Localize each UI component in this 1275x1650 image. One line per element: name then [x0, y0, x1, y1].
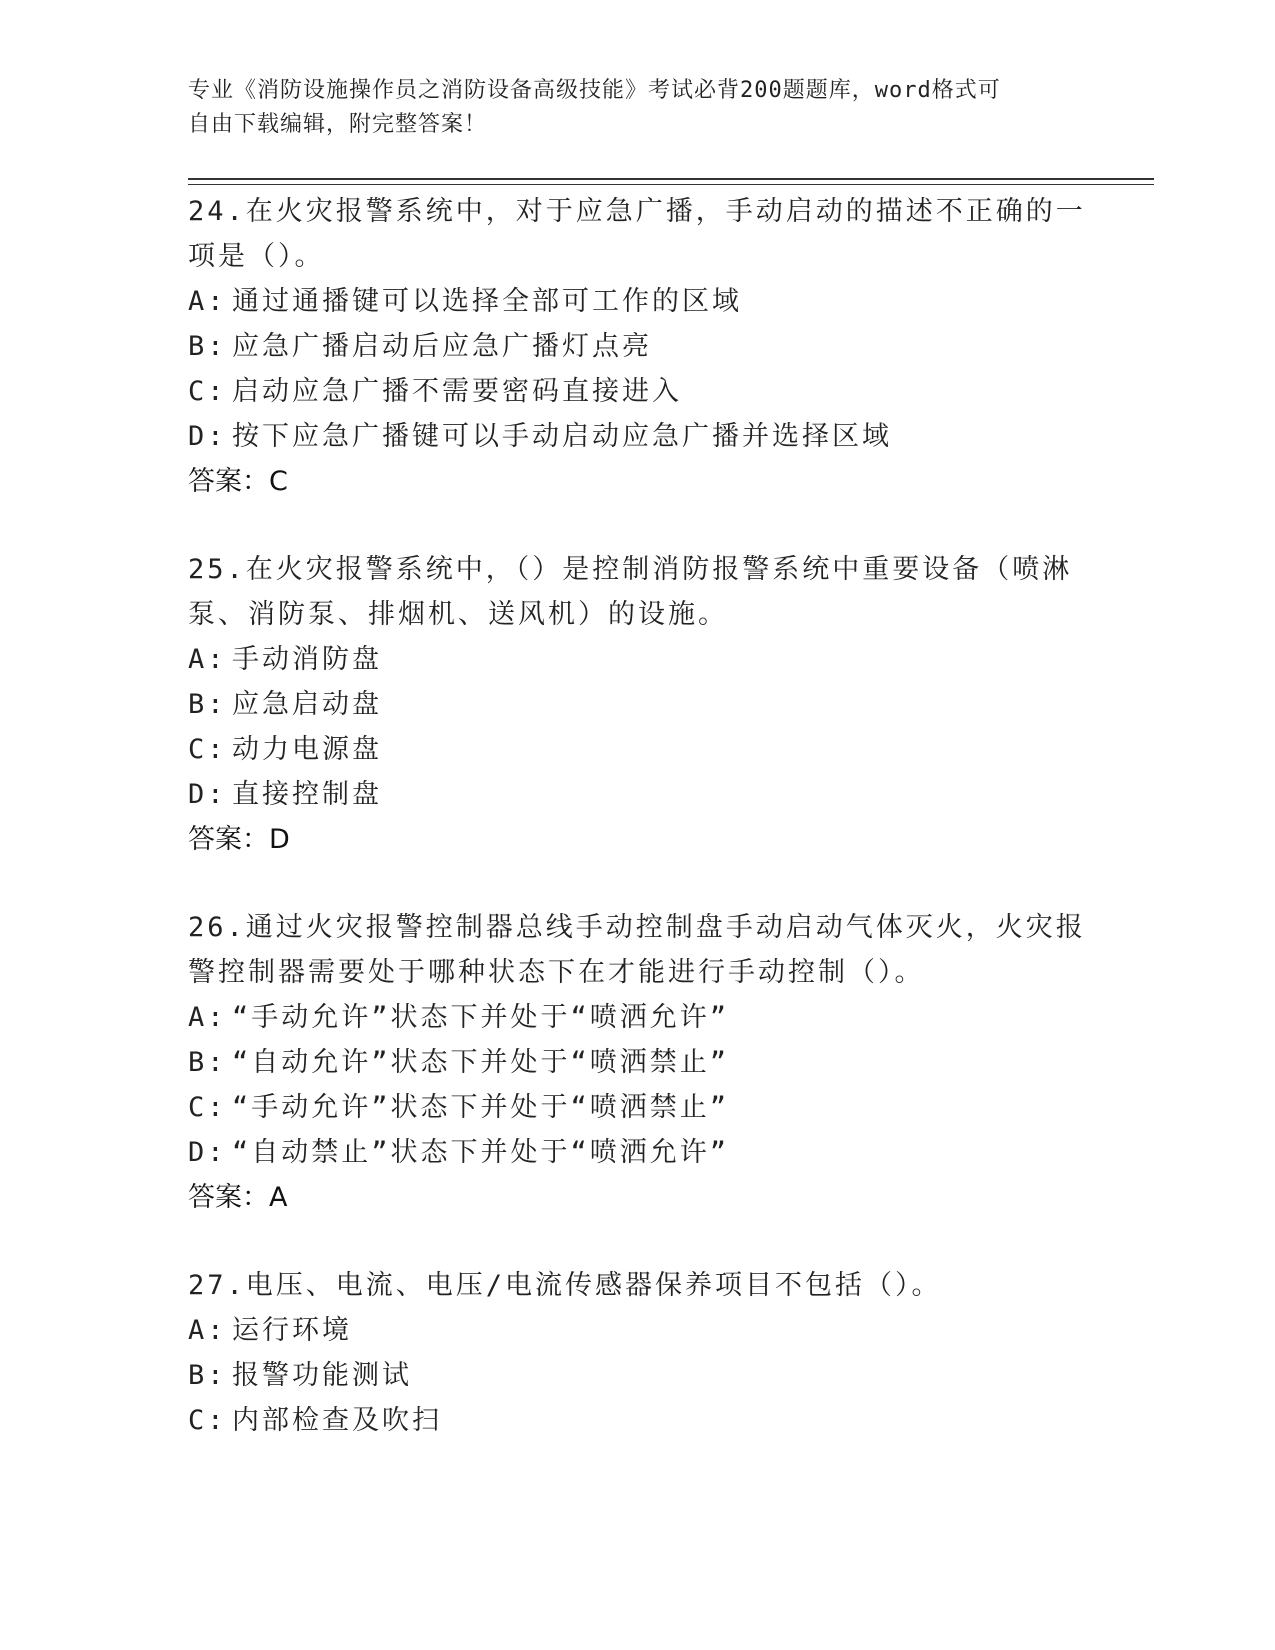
option-b	[188, 1353, 1088, 1398]
option-text: 直接控制盘	[232, 779, 382, 810]
answer-line: 答案：D	[188, 824, 290, 855]
option-text: 通过通播键可以选择全部可工作的区域	[232, 286, 742, 317]
option-text: 手动消防盘	[232, 644, 382, 675]
option-text: 报警功能测试	[232, 1360, 412, 1391]
question-24	[188, 188, 1088, 504]
option-text: 应急广播启动后应急广播灯点亮	[232, 331, 652, 362]
option-key: A:	[188, 286, 227, 317]
question-27	[188, 1262, 1088, 1443]
question-26	[188, 904, 1088, 1220]
option-key: B:	[188, 689, 227, 720]
question-stem: 25.在火灾报警系统中，（）是控制消防报警系统中重要设备（喷淋泵、消防泵、排烟机、送风机）的设施。	[188, 554, 1073, 630]
option-key: D:	[188, 779, 227, 810]
answer-line: 答案：A	[188, 1182, 288, 1213]
answer-line: 答案：C	[188, 466, 288, 497]
document-header	[188, 74, 1088, 142]
option-a	[188, 279, 1088, 324]
option-key: D:	[188, 421, 227, 452]
option-key: C:	[188, 734, 227, 765]
option-b	[188, 324, 1088, 369]
option-d	[188, 772, 1088, 817]
question-stem: 27.电压、电流、电压/电流传感器保养项目不包括（）。	[188, 1270, 942, 1301]
option-d	[188, 1130, 1088, 1175]
option-c	[188, 727, 1088, 772]
option-text: 运行环境	[232, 1315, 352, 1346]
question-stem: 26.通过火灾报警控制器总线手动控制盘手动启动气体灭火，火灾报警控制器需要处于哪种状态下在才能进行手动控制（）。	[188, 912, 1086, 988]
option-text: 启动应急广播不需要密码直接进入	[232, 376, 682, 407]
option-d	[188, 414, 1088, 459]
option-text: 应急启动盘	[232, 689, 382, 720]
option-key: C:	[188, 1092, 227, 1123]
option-text: “手动允许”状态下并处于“喷洒允许”	[232, 1002, 730, 1033]
option-key: C:	[188, 1405, 227, 1436]
option-c	[188, 1085, 1088, 1130]
option-key: C:	[188, 376, 227, 407]
option-text: 动力电源盘	[232, 734, 382, 765]
header-line-1: 专业《消防设施操作员之消防设备高级技能》考试必背200题题库，word格式可	[188, 78, 1001, 103]
option-text: “手动允许”状态下并处于“喷洒禁止”	[232, 1092, 730, 1123]
option-text: 按下应急广播键可以手动启动应急广播并选择区域	[232, 421, 892, 452]
question-25	[188, 546, 1088, 862]
option-text: “自动禁止”状态下并处于“喷洒允许”	[232, 1137, 730, 1168]
option-text: “自动允许”状态下并处于“喷洒禁止”	[232, 1047, 730, 1078]
option-c	[188, 369, 1088, 414]
option-a	[188, 1308, 1088, 1353]
option-text: 内部检查及吹扫	[232, 1405, 442, 1436]
option-key: A:	[188, 1002, 227, 1033]
option-key: A:	[188, 1315, 227, 1346]
option-key: B:	[188, 1047, 227, 1078]
header-rule-thick	[188, 178, 1154, 180]
option-a	[188, 637, 1088, 682]
header-rule-thin	[188, 184, 1154, 185]
option-key: B:	[188, 1360, 227, 1391]
option-b	[188, 1040, 1088, 1085]
question-stem: 24.在火灾报警系统中，对于应急广播，手动启动的描述不正确的一项是（）。	[188, 196, 1086, 272]
option-a	[188, 995, 1088, 1040]
option-key: A:	[188, 644, 227, 675]
option-c	[188, 1398, 1088, 1443]
question-list	[188, 188, 1088, 1485]
option-key: D:	[188, 1137, 227, 1168]
header-line-2: 自由下载编辑，附完整答案！	[188, 112, 488, 137]
option-b	[188, 682, 1088, 727]
option-key: B:	[188, 331, 227, 362]
